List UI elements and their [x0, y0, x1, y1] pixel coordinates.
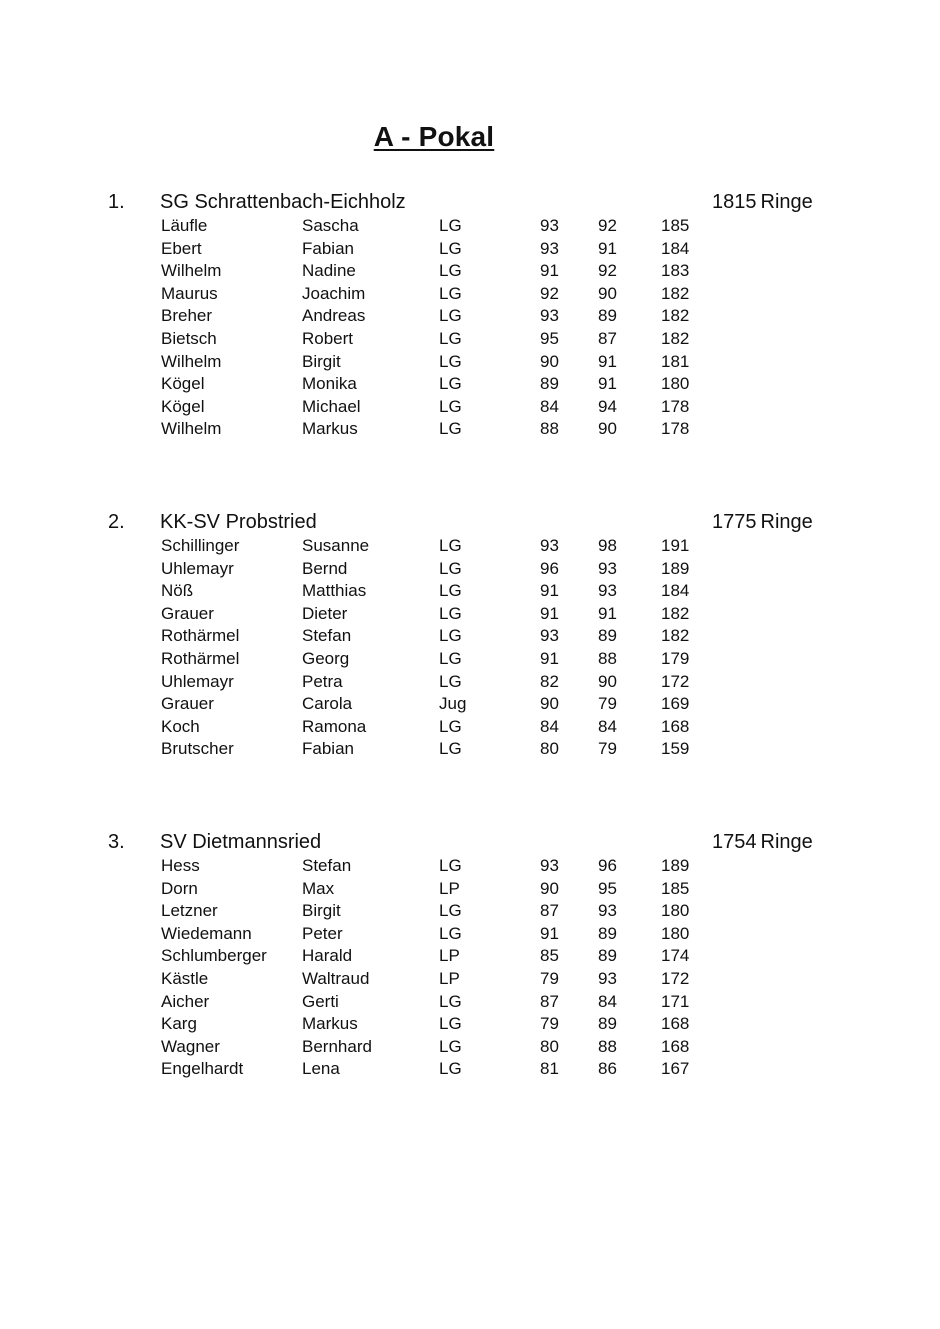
shooter-total: 180 — [661, 901, 690, 921]
shooter-class: LG — [439, 923, 462, 943]
shooter-total: 185 — [661, 216, 690, 235]
shooter-series-1: 79 — [540, 968, 559, 988]
shooter-last-name: Breher — [161, 306, 213, 326]
shooter-series-1: 91 — [540, 581, 559, 601]
shooter-series-2: 89 — [598, 306, 617, 326]
team-rank: 3. — [108, 831, 125, 853]
shooter-class: LG — [439, 536, 462, 555]
shooter-class: LG — [439, 558, 462, 578]
shooter-last-name: Hess — [161, 856, 200, 875]
shooter-last-name: Grauer — [161, 694, 214, 714]
shooter-last-name: Koch — [161, 716, 200, 736]
shooter-total: 184 — [661, 238, 690, 258]
shooter-class: LG — [439, 419, 462, 439]
shooter-class: Jug — [439, 694, 467, 714]
shooter-row — [0, 396, 940, 419]
shooter-series-2: 93 — [598, 968, 617, 988]
shooter-first-name: Gerti — [302, 991, 339, 1011]
shooter-series-1: 84 — [540, 396, 559, 416]
shooter-row — [0, 328, 940, 351]
shooter-series-2: 90 — [598, 671, 617, 691]
shooter-first-name: Fabian — [302, 739, 354, 759]
team-total-value: 1815 — [712, 191, 757, 213]
shooter-series-2: 90 — [598, 419, 617, 439]
shooter-row — [0, 351, 940, 374]
shooter-total: 178 — [661, 396, 690, 416]
shooter-last-name: Brutscher — [161, 739, 234, 759]
shooter-last-name: Ebert — [161, 238, 202, 258]
shooter-series-2: 94 — [598, 396, 617, 416]
shooter-total: 168 — [661, 1036, 690, 1056]
shooter-total: 180 — [661, 374, 690, 394]
shooter-first-name: Birgit — [302, 901, 341, 921]
shooter-total: 182 — [661, 328, 690, 348]
shooter-series-2: 89 — [598, 1014, 617, 1034]
shooter-total: 182 — [661, 626, 690, 646]
shooter-series-1: 87 — [540, 991, 559, 1011]
shooter-row — [0, 418, 940, 441]
shooter-series-1: 84 — [540, 716, 559, 736]
shooter-last-name: Läufle — [161, 216, 208, 235]
shooter-row — [0, 238, 940, 261]
shooter-series-2: 79 — [598, 694, 617, 714]
shooter-last-name: Kögel — [161, 374, 205, 394]
shooter-last-name: Dorn — [161, 878, 198, 898]
shooter-total: 185 — [661, 878, 690, 898]
team-header — [0, 191, 940, 215]
shooter-last-name: Wilhelm — [161, 261, 222, 281]
shooter-class: LG — [439, 306, 462, 326]
team-section-1 — [0, 191, 940, 441]
shooter-class: LG — [439, 328, 462, 348]
shooter-series-2: 88 — [598, 648, 617, 668]
shooter-series-1: 87 — [540, 901, 559, 921]
shooter-first-name: Birgit — [302, 351, 341, 371]
shooter-series-2: 91 — [598, 238, 617, 258]
shooter-last-name: Letzner — [161, 901, 218, 921]
shooter-list — [0, 215, 940, 441]
shooter-class: LG — [439, 901, 462, 921]
shooter-series-1: 80 — [540, 1036, 559, 1056]
team-total-value: 1754 — [712, 831, 757, 853]
shooter-row — [0, 923, 940, 946]
shooter-total: 169 — [661, 694, 690, 714]
team-name: KK-SV Probstried — [160, 511, 317, 533]
shooter-row — [0, 693, 940, 716]
team-section-2 — [0, 511, 940, 761]
team-total — [712, 831, 813, 854]
shooter-first-name: Ramona — [302, 716, 367, 736]
shooter-class: LG — [439, 856, 462, 875]
shooter-class: LG — [439, 351, 462, 371]
shooter-series-1: 82 — [540, 671, 559, 691]
shooter-total: 180 — [661, 923, 690, 943]
shooter-row — [0, 625, 940, 648]
shooter-row — [0, 716, 940, 739]
page-title: A - Pokal — [373, 121, 495, 152]
shooter-series-1: 93 — [540, 856, 559, 875]
shooter-series-1: 93 — [540, 216, 559, 235]
shooter-class: LG — [439, 603, 462, 623]
shooter-total: 172 — [661, 671, 690, 691]
shooter-class: LP — [439, 878, 460, 898]
shooter-class: LG — [439, 238, 462, 258]
team-name: SG Schrattenbach-Eichholz — [160, 191, 406, 213]
shooter-last-name: Aicher — [161, 991, 210, 1011]
shooter-class: LG — [439, 626, 462, 646]
shooter-first-name: Susanne — [302, 536, 370, 555]
shooter-first-name: Nadine — [302, 261, 356, 281]
team-section-3 — [0, 831, 940, 1081]
shooter-series-2: 91 — [598, 374, 617, 394]
shooter-first-name: Harald — [302, 946, 353, 966]
shooter-last-name: Uhlemayr — [161, 558, 234, 578]
shooter-last-name: Kästle — [161, 968, 209, 988]
shooter-series-1: 79 — [540, 1014, 559, 1034]
shooter-total: 168 — [661, 1014, 690, 1034]
shooter-first-name: Andreas — [302, 306, 366, 326]
shooter-series-2: 87 — [598, 328, 617, 348]
shooter-first-name: Monika — [302, 374, 357, 394]
shooter-series-2: 86 — [598, 1059, 617, 1079]
shooter-series-1: 88 — [540, 419, 559, 439]
shooter-row — [0, 671, 940, 694]
shooter-series-2: 79 — [598, 739, 617, 759]
shooter-last-name: Wilhelm — [161, 419, 222, 439]
shooter-series-1: 93 — [540, 536, 559, 555]
shooter-row — [0, 558, 940, 581]
shooter-series-1: 92 — [540, 283, 559, 303]
shooter-total: 179 — [661, 648, 690, 668]
shooter-first-name: Stefan — [302, 856, 352, 875]
shooter-first-name: Carola — [302, 694, 353, 714]
shooter-total: 182 — [661, 283, 690, 303]
shooter-total: 178 — [661, 419, 690, 439]
team-total-unit: Ringe — [760, 831, 813, 853]
shooter-last-name: Kögel — [161, 396, 205, 416]
shooter-list — [0, 855, 940, 1081]
shooter-series-2: 92 — [598, 261, 617, 281]
shooter-class: LG — [439, 374, 462, 394]
shooter-row — [0, 373, 940, 396]
shooter-series-2: 96 — [598, 856, 617, 875]
shooter-series-2: 89 — [598, 923, 617, 943]
shooter-class: LG — [439, 671, 462, 691]
team-name: SV Dietmannsried — [160, 831, 322, 853]
shooter-row — [0, 1013, 940, 1036]
shooter-series-1: 90 — [540, 351, 559, 371]
shooter-first-name: Georg — [302, 648, 350, 668]
shooter-last-name: Schillinger — [161, 536, 240, 555]
shooter-last-name: Wagner — [161, 1036, 220, 1056]
shooter-row — [0, 855, 940, 878]
shooter-row — [0, 283, 940, 306]
shooter-total: 171 — [661, 991, 690, 1011]
shooter-series-1: 91 — [540, 603, 559, 623]
team-total-value: 1775 — [712, 511, 757, 533]
shooter-series-1: 95 — [540, 328, 559, 348]
shooter-row — [0, 1036, 940, 1059]
shooter-series-1: 93 — [540, 306, 559, 326]
shooter-row — [0, 738, 940, 761]
shooter-last-name: Engelhardt — [161, 1059, 244, 1079]
shooter-series-1: 96 — [540, 558, 559, 578]
shooter-total: 182 — [661, 603, 690, 623]
shooter-first-name: Fabian — [302, 238, 354, 258]
shooter-last-name: Uhlemayr — [161, 671, 234, 691]
shooter-total: 189 — [661, 856, 690, 875]
team-header — [0, 511, 940, 535]
shooter-class: LG — [439, 581, 462, 601]
shooter-total: 174 — [661, 946, 690, 966]
shooter-first-name: Robert — [302, 328, 354, 348]
shooter-series-1: 90 — [540, 878, 559, 898]
shooter-class: LG — [439, 1014, 462, 1034]
shooter-last-name: Maurus — [161, 283, 218, 303]
shooter-class: LG — [439, 1059, 462, 1079]
shooter-total: 184 — [661, 581, 690, 601]
shooter-series-2: 89 — [598, 626, 617, 646]
shooter-series-2: 98 — [598, 536, 617, 555]
shooter-row — [0, 535, 940, 558]
shooter-total: 168 — [661, 716, 690, 736]
shooter-first-name: Bernhard — [302, 1036, 372, 1056]
shooter-row — [0, 945, 940, 968]
shooter-last-name: Bietsch — [161, 328, 217, 348]
shooter-class: LG — [439, 648, 462, 668]
shooter-total: 159 — [661, 739, 690, 759]
shooter-class: LG — [439, 991, 462, 1011]
shooter-row — [0, 968, 940, 991]
shooter-class: LG — [439, 261, 462, 281]
team-rank: 1. — [108, 191, 125, 213]
shooter-series-1: 85 — [540, 946, 559, 966]
shooter-total: 172 — [661, 968, 690, 988]
shooter-list — [0, 535, 940, 761]
shooter-series-1: 81 — [540, 1059, 559, 1079]
shooter-series-2: 84 — [598, 716, 617, 736]
team-total-unit: Ringe — [760, 191, 813, 213]
team-total-unit: Ringe — [760, 511, 813, 533]
shooter-total: 167 — [661, 1059, 690, 1079]
shooter-first-name: Waltraud — [302, 968, 370, 988]
shooter-class: LG — [439, 396, 462, 416]
shooter-total: 181 — [661, 351, 690, 371]
shooter-first-name: Markus — [302, 419, 358, 439]
shooter-last-name: Schlumberger — [161, 946, 267, 966]
shooter-class: LG — [439, 1036, 462, 1056]
shooter-first-name: Stefan — [302, 626, 352, 646]
shooter-row — [0, 878, 940, 901]
shooter-last-name: Wiedemann — [161, 923, 252, 943]
shooter-first-name: Dieter — [302, 603, 348, 623]
shooter-last-name: Wilhelm — [161, 351, 222, 371]
shooter-series-1: 91 — [540, 923, 559, 943]
shooter-series-1: 93 — [540, 238, 559, 258]
shooter-row — [0, 648, 940, 671]
shooter-first-name: Michael — [302, 396, 361, 416]
shooter-series-1: 89 — [540, 374, 559, 394]
shooter-row — [0, 603, 940, 626]
shooter-last-name: Grauer — [161, 603, 214, 623]
shooter-row — [0, 305, 940, 328]
shooter-series-2: 84 — [598, 991, 617, 1011]
shooter-total: 191 — [661, 536, 690, 555]
shooter-total: 183 — [661, 261, 690, 281]
shooter-series-1: 93 — [540, 626, 559, 646]
shooter-series-2: 91 — [598, 603, 617, 623]
shooter-class: LG — [439, 739, 462, 759]
shooter-class: LP — [439, 968, 460, 988]
shooter-series-2: 90 — [598, 283, 617, 303]
shooter-row — [0, 900, 940, 923]
shooter-row — [0, 580, 940, 603]
shooter-first-name: Bernd — [302, 558, 348, 578]
shooter-class: LG — [439, 283, 462, 303]
shooter-first-name: Matthias — [302, 581, 367, 601]
shooter-first-name: Max — [302, 878, 335, 898]
shooter-first-name: Markus — [302, 1014, 358, 1034]
shooter-row — [0, 991, 940, 1014]
shooter-series-2: 93 — [598, 901, 617, 921]
shooter-first-name: Peter — [302, 923, 343, 943]
shooter-total: 182 — [661, 306, 690, 326]
shooter-series-1: 91 — [540, 648, 559, 668]
shooter-row — [0, 260, 940, 283]
shooter-series-2: 89 — [598, 946, 617, 966]
shooter-series-2: 95 — [598, 878, 617, 898]
shooter-last-name: Karg — [161, 1014, 197, 1034]
shooter-first-name: Petra — [302, 671, 343, 691]
shooter-series-2: 93 — [598, 558, 617, 578]
shooter-first-name: Lena — [302, 1059, 340, 1079]
shooter-first-name: Sascha — [302, 216, 359, 235]
shooter-last-name: Rothärmel — [161, 626, 240, 646]
shooter-series-2: 88 — [598, 1036, 617, 1056]
shooter-last-name: Rothärmel — [161, 648, 240, 668]
team-header — [0, 831, 940, 855]
shooter-series-2: 92 — [598, 216, 617, 235]
shooter-row — [0, 1058, 940, 1081]
shooter-class: LG — [439, 716, 462, 736]
team-rank: 2. — [108, 511, 125, 533]
shooter-series-2: 91 — [598, 351, 617, 371]
shooter-row — [0, 215, 940, 238]
shooter-total: 189 — [661, 558, 690, 578]
shooter-first-name: Joachim — [302, 283, 366, 303]
team-total — [712, 191, 813, 214]
shooter-last-name: Nöß — [161, 581, 194, 601]
shooter-class: LG — [439, 216, 462, 235]
team-total — [712, 511, 813, 534]
shooter-series-2: 93 — [598, 581, 617, 601]
shooter-class: LP — [439, 946, 460, 966]
shooter-series-1: 91 — [540, 261, 559, 281]
shooter-series-1: 90 — [540, 694, 559, 714]
shooter-series-1: 80 — [540, 739, 559, 759]
